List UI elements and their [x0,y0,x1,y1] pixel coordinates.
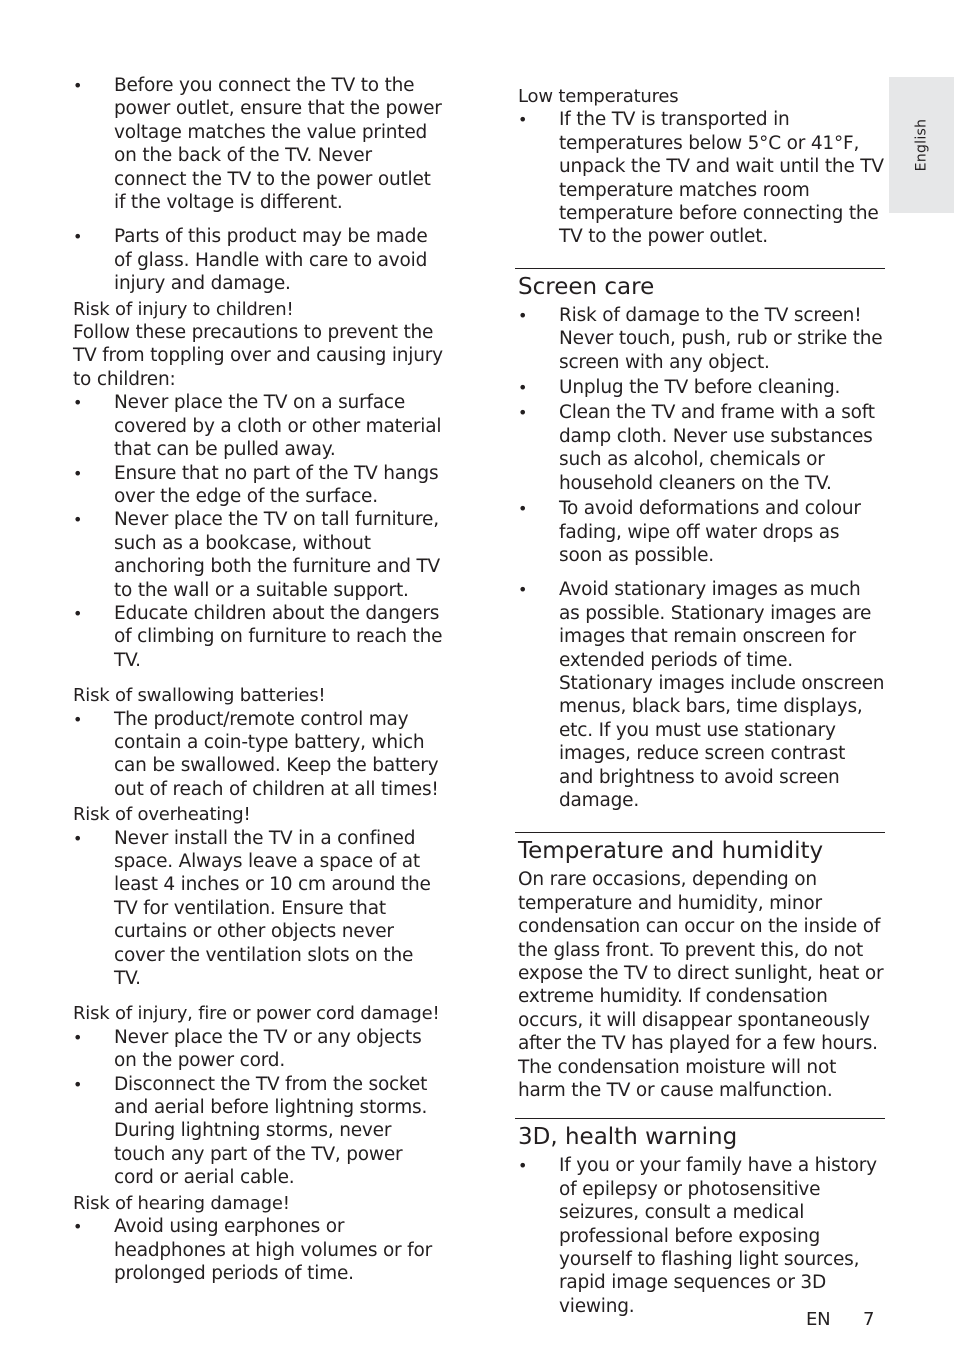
list-item: • Ensure that no part of the TV hangs over the edge of the surface. [73,462,439,507]
list-item: • Never place the TV on tall furniture, such as a bookcase, without anchoring both the furniture and TV to the wall or a suitable support. [73,509,441,601]
language-tab [889,77,954,213]
section-title-screen-care: Screen care [518,273,655,300]
list-item: • Never install the TV in a confined space. Always leave a space of at least 4 inches or 10 cm around the TV for ventilation. Ensure that curtains or other objects never cover the ventilation slots on the TV. [73,827,431,990]
bullet-icon: • [73,1074,83,1094]
subheading-power-cord: Risk of injury, fire or power cord damage! [73,1003,440,1025]
children-intro: Follow these precautions to prevent the TV from toppling over and causing injury to children: [73,322,443,390]
section-divider [515,832,885,833]
page-number: 7 [863,1309,875,1330]
list-item: • Never place the TV or any objects on the power cord. [73,1026,422,1072]
list-item: • If the TV is transported in temperatures below 5°C or 41°F, unpack the TV and wait until the TV temperature matches room temperature before connecting the TV to the power outlet. [518,109,884,248]
subheading-low-temperatures: Low temperatures [518,86,679,107]
list-item: • Disconnect the TV from the socket and aerial before lightning storms. During lightning storms, never touch any part of the TV, power cord or aerial cable. [73,1073,428,1189]
hearing-bullet-list [73,1215,445,1285]
right-column [518,85,885,1318]
bullet-icon: • [518,580,528,600]
footer-language: EN [806,1309,831,1330]
list-item: • Clean the TV and frame with a soft damp cloth. Never use substances such as alcohol, chemicals or household cleaners on the TV. [518,402,875,494]
subheading-hearing: Risk of hearing damage! [73,1192,290,1214]
left-column [73,74,445,1285]
bullet-icon: • [73,603,83,623]
power-cord-bullet-list [73,1026,445,1190]
language-tab-label: English [912,118,929,172]
list-item: • Avoid stationary images as much as possible. Stationary images are images that remain onscreen for extended periods of time. Stationary images include onscreen menus, black bars, time displays, etc. If you must use stationary images, reduce screen contrast and brightness to avoid screen damage. [518,579,885,811]
list-item: • Unplug the TV before cleaning. [518,377,841,399]
list-item: • The product/remote control may contain a coin-type battery, which can be swallowed. Keep the battery out of reach of children at all times! [73,708,439,800]
screen-care-bullet-list [518,304,885,813]
bullet-icon: • [73,1217,83,1237]
bullet-icon: • [73,1027,83,1047]
health-bullet-list [518,1154,885,1318]
bullet-icon: • [73,393,83,413]
low-temp-bullet-list [518,108,885,248]
subheading-children: Risk of injury to children! [73,298,294,320]
bullet-icon: • [518,110,528,130]
bullet-icon: • [518,1156,528,1176]
bullet-icon: • [518,378,528,398]
temperature-body: On rare occasions, depending on temperature and humidity, minor condensation can occur on the inside of the glass front. To prevent this, do not expose the TV to direct sunlight, heat or extreme humidity. If condensation occurs, it will disappear spontaneously after the TV has played for a few hours. The condensation moisture will not harm the TV or cause malfunction. [518,869,884,1102]
section-divider [515,1118,885,1119]
list-item: • Risk of damage to the TV screen! Never touch, push, rub or strike the screen with any object. [518,304,883,373]
bullet-icon: • [73,510,83,530]
children-bullet-list [73,391,445,672]
section-divider [515,268,885,269]
intro-bullet-list [73,74,445,296]
list-item: • To avoid deformations and colour fading, wipe off water drops as soon as possible. [518,498,861,566]
bullet-icon: • [73,463,83,483]
list-item: • Before you connect the TV to the power outlet, ensure that the power voltage matches the value printed on the back of the TV. Never connect the TV to the power outlet if the voltage is different. [73,75,442,214]
list-item: • Never place the TV on a surface covered by a cloth or other material that can be pulled away. [73,392,442,461]
bullet-icon: • [518,499,528,519]
overheating-bullet-list [73,827,445,991]
batteries-bullet-list [73,708,445,802]
section-title-temperature-humidity: Temperature and humidity [518,838,824,865]
section-title-3d-health: 3D, health warning [518,1124,738,1151]
bullet-icon: • [73,76,83,95]
list-item: • Avoid using earphones or headphones at high volumes or for prolonged periods of time. [73,1216,432,1284]
list-item: • Parts of this product may be made of glass. Handle with care to avoid injury and damage. [73,226,428,295]
list-item: • If you or your family have a history of epilepsy or photosensitive seizures, consult a medical professional before exposing yourself to flashing light sources, rapid image sequences or 3D viewing. [518,1155,877,1317]
bullet-icon: • [518,403,528,423]
bullet-icon: • [73,709,83,729]
list-item: • Educate children about the dangers of climbing on furniture to reach the TV. [73,602,443,671]
bullet-icon: • [73,227,83,247]
bullet-icon: • [518,305,528,325]
page-footer [806,1308,875,1331]
bullet-icon: • [73,828,83,848]
subheading-batteries: Risk of swallowing batteries! [73,685,326,707]
subheading-overheating: Risk of overheating! [73,804,251,826]
